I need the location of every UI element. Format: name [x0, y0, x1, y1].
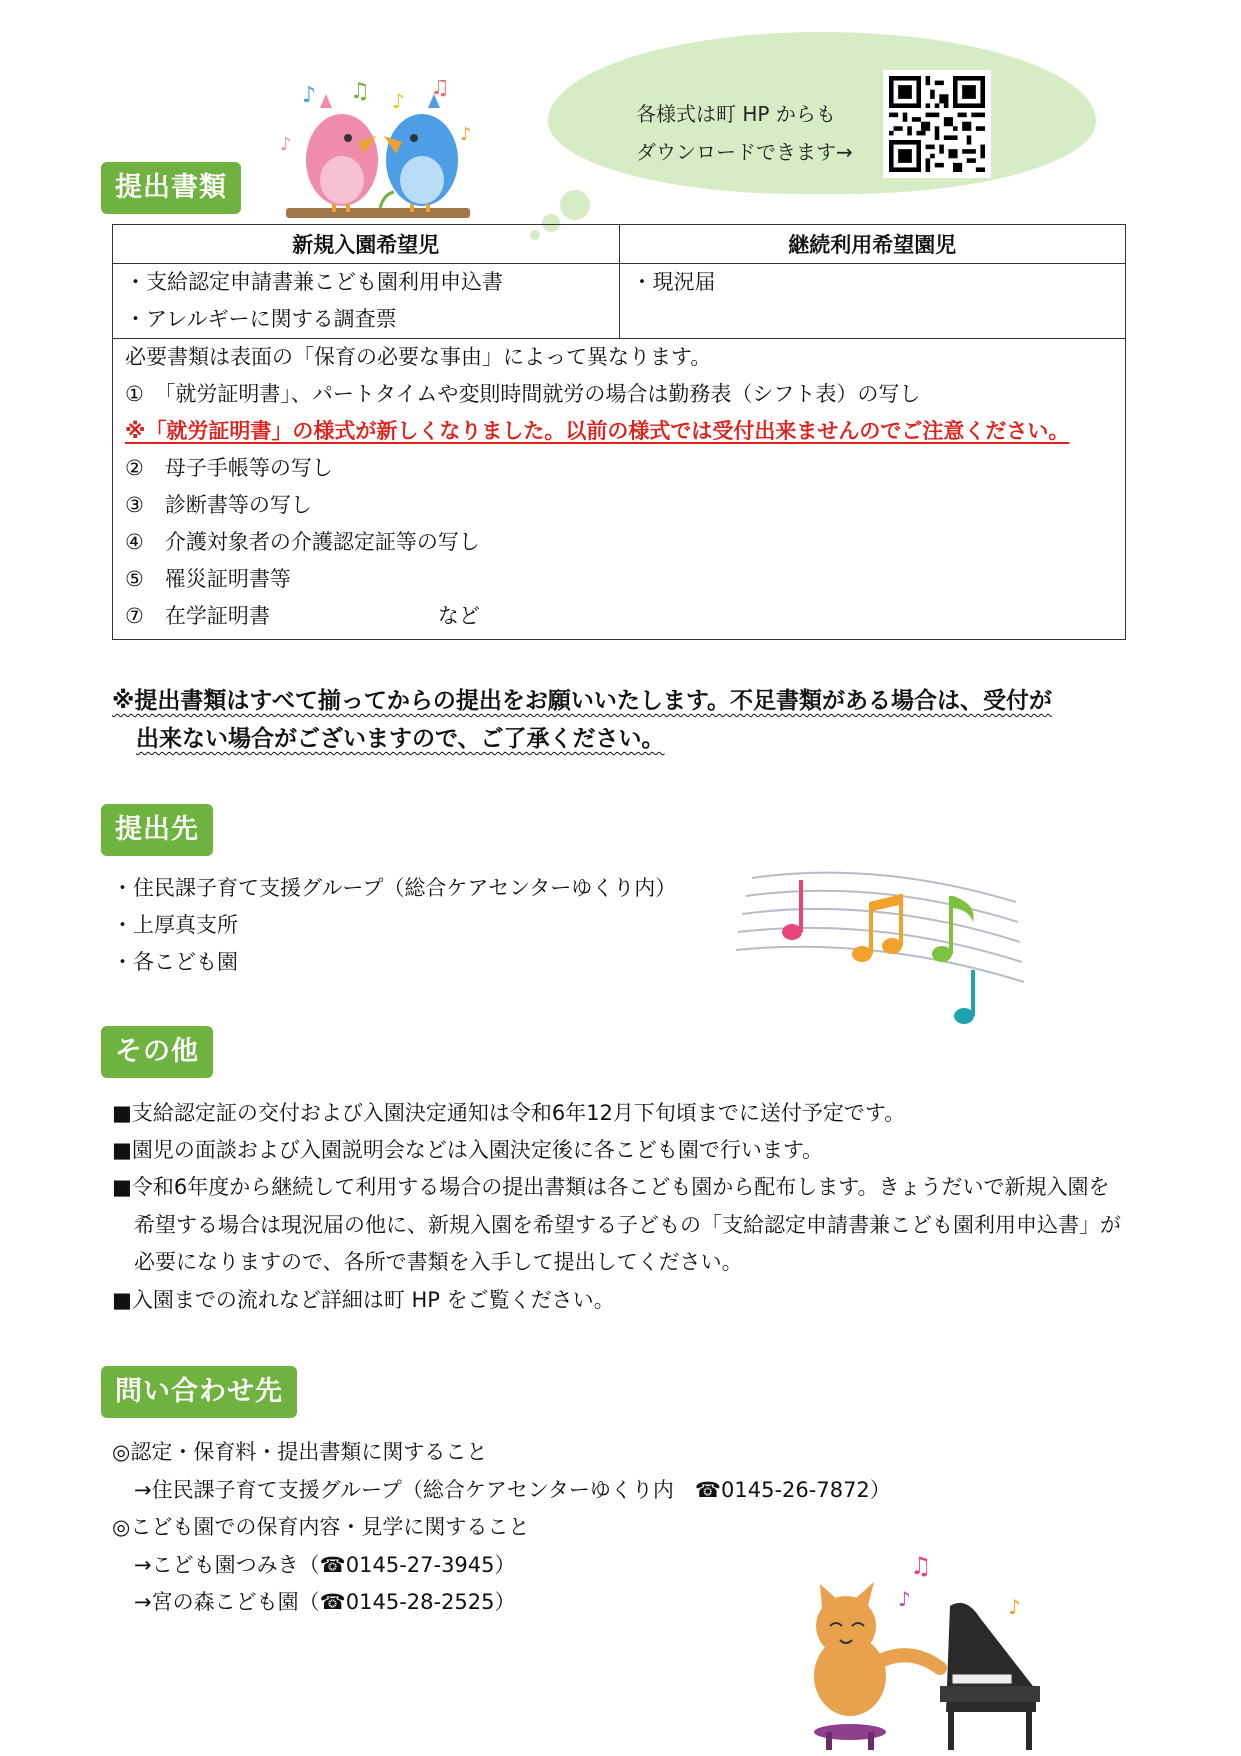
documents-table: [112, 224, 1126, 640]
list-item: ④ 介護対象者の介護認定証等の写し: [125, 530, 480, 554]
section-title-contact: 問い合わせ先: [101, 1366, 297, 1418]
svg-text:♪: ♪: [392, 89, 405, 113]
required-docs-cell: [113, 339, 1126, 640]
list-item: →宮の森こども園（☎0145-28-2525）: [134, 1590, 516, 1614]
list-item: 必要になりますので、各所で書類を入手して提出してください。: [134, 1250, 743, 1274]
svg-text:♫: ♫: [430, 80, 450, 100]
music-notes-illustration: [736, 866, 1026, 1040]
svg-text:♫: ♫: [910, 1552, 932, 1580]
list-item: ⑦ 在学証明書 など: [125, 604, 480, 628]
singing-birds-illustration: [280, 80, 480, 232]
section-title-documents: 提出書類: [101, 162, 241, 214]
svg-text:♪: ♪: [460, 124, 472, 145]
table-header-new: 新規入園希望児: [113, 225, 620, 264]
list-item: ■入園までの流れなど詳細は町 HP をご覧ください。: [112, 1288, 615, 1312]
cloud-text-2: ダウンロードできます→: [636, 140, 853, 164]
list-item: ② 母子手帳等の写し: [125, 456, 333, 480]
submission-notice: [112, 682, 1052, 758]
qr-code-icon[interactable]: [883, 70, 991, 178]
list-item: →こども園つみき（☎0145-27-3945）: [134, 1553, 516, 1577]
cloud-text-1: 各様式は町 HP からも: [636, 102, 836, 126]
required-docs-intro: 必要書類は表面の「保育の必要な事由」によって異なります。: [125, 345, 712, 369]
list-item: ・アレルギーに関する調査票: [125, 307, 397, 331]
svg-text:♪: ♪: [280, 134, 292, 155]
list-item: ⑤ 罹災証明書等: [125, 567, 291, 591]
list-item: ■支給認定証の交付および入園決定通知は令和6年12月下旬頃までに送付予定です。: [112, 1101, 906, 1125]
notice-line-1: ※提出書類はすべて揃ってからの提出をお願いいたします。不足書類がある場合は、受付が: [112, 688, 1053, 714]
svg-text:♪: ♪: [302, 83, 317, 108]
svg-text:♪: ♪: [898, 1587, 911, 1611]
warning-text: ※「就労証明書」の様式が新しくなりました。以前の様式では受付出来ませんのでご注意ください。: [125, 419, 1070, 443]
list-item: ■令和6年度から継続して利用する場合の提出書類は各こども園から配布します。きょうだいで新規入園を: [112, 1175, 1110, 1199]
list-item: ・現況届: [631, 270, 716, 294]
list-item: ◎こども園での保育内容・見学に関すること: [112, 1515, 530, 1539]
table-header-continuing: 継続利用希望園児: [619, 225, 1126, 264]
list-item: ◎認定・保育料・提出書類に関すること: [112, 1440, 488, 1464]
list-item: →住民課子育て支援グループ（総合ケアセンターゆくり内 ☎0145-26-7872）: [134, 1478, 891, 1502]
section-title-other: その他: [101, 1026, 213, 1078]
list-item: ① 「就労証明書」、パートタイムや変則時間就労の場合は勤務表（シフト表）の写し: [125, 382, 921, 406]
list-item: 希望する場合は現況届の他に、新規入園を希望する子どもの「支給認定申請書兼こども園利用申込書」が: [134, 1213, 1121, 1237]
svg-text:♪: ♪: [1008, 1595, 1021, 1619]
cloud-dot: [560, 190, 590, 220]
section-title-destination: 提出先: [101, 804, 213, 856]
list-item: ・上厚真支所: [112, 913, 238, 937]
notice-line-2: 出来ない場合がございますので、ご了承ください。: [136, 726, 665, 752]
list-item: ・住民課子育て支援グループ（総合ケアセンターゆくり内）: [112, 876, 677, 900]
svg-text:♫: ♫: [350, 80, 370, 104]
cat-piano-illustration: [790, 1536, 1080, 1756]
new-docs-cell: [113, 264, 620, 339]
continuing-docs-cell: [619, 264, 1126, 339]
list-item: ・各こども園: [112, 950, 238, 974]
list-item: ・支給認定申請書兼こども園利用申込書: [125, 270, 503, 294]
list-item: ■園児の面談および入園説明会などは入園決定後に各こども園で行います。: [112, 1138, 824, 1162]
list-item: ③ 診断書等の写し: [125, 493, 312, 517]
